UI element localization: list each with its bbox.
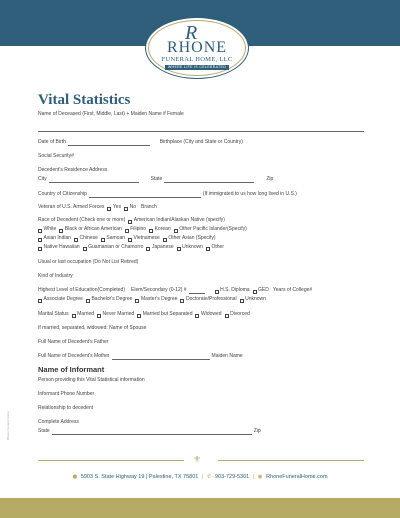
side-watermark: Rhone Funeral Home bbox=[6, 411, 10, 440]
race-label: Race of Decedent (Check one or more) bbox=[38, 217, 126, 223]
veteran-label: Veteran of U.S. Armed Forces bbox=[38, 204, 105, 210]
occupation-row bbox=[38, 259, 364, 266]
phone-icon: ✆ bbox=[206, 474, 212, 480]
race-option: Japanese bbox=[151, 244, 174, 250]
footer-band bbox=[0, 498, 400, 518]
race-checkbox[interactable] bbox=[38, 238, 42, 242]
state-zip-row bbox=[38, 428, 364, 435]
race-row-4 bbox=[38, 244, 364, 251]
industry-label: Kind of Industry bbox=[38, 273, 73, 279]
father-row bbox=[38, 339, 364, 346]
race-checkbox[interactable] bbox=[163, 238, 167, 242]
race-checkbox[interactable] bbox=[83, 247, 87, 251]
dob-row bbox=[38, 139, 364, 146]
name-row bbox=[38, 111, 364, 118]
informant-heading: Name of Informant bbox=[38, 365, 105, 374]
race-option: Unknown bbox=[182, 244, 203, 250]
veteran-yes-label: Yes bbox=[112, 204, 122, 210]
occupation-label: Usual or last occupation (Do Not List Retired) bbox=[38, 259, 139, 265]
residence-row bbox=[38, 167, 364, 174]
state-label: State bbox=[150, 176, 163, 182]
father-label: Full Name of Decedent's Father bbox=[38, 339, 109, 345]
page-title: Vital Statistics bbox=[38, 92, 131, 108]
mother-row bbox=[38, 353, 364, 360]
race-row-3 bbox=[38, 235, 364, 242]
race-checkbox[interactable] bbox=[149, 229, 153, 233]
race-option: Samoan bbox=[106, 235, 126, 241]
ged-label: GED bbox=[258, 287, 269, 293]
education-row-2 bbox=[38, 296, 364, 303]
ornament-divider bbox=[38, 456, 364, 465]
education-label: Highest Level of Education(Completed) bbox=[38, 287, 125, 293]
spouse-row bbox=[38, 325, 364, 332]
informant-state-label: State bbox=[38, 428, 50, 434]
elem-field[interactable] bbox=[189, 288, 205, 294]
education-row bbox=[38, 287, 364, 294]
residence-label: Decedent's Residence Address bbox=[38, 167, 108, 173]
marital-label: Marital Status bbox=[38, 311, 69, 317]
race-option: Native Hawaiian bbox=[43, 244, 80, 250]
citizenship-label: Country of Citizenship bbox=[38, 191, 87, 197]
veteran-no-checkbox[interactable] bbox=[124, 207, 128, 211]
race-option: Other Asian (Specify) bbox=[168, 235, 216, 241]
logo-tagline: WHERE LIFE IS CELEBRATED bbox=[165, 65, 229, 70]
fleur-icon: ⚜ bbox=[193, 455, 202, 465]
logo-subtitle: FUNERAL HOME, LLC bbox=[161, 56, 233, 64]
race-option: Filipino bbox=[130, 226, 147, 232]
providing-label: Person providing this Vital Statistical information bbox=[38, 377, 145, 383]
education-checkbox[interactable] bbox=[38, 299, 42, 303]
dob-label: Date of Birth bbox=[38, 139, 66, 145]
informant-zip-label: Zip bbox=[253, 428, 261, 434]
globe-icon: ◉ bbox=[257, 474, 263, 480]
race-checkbox[interactable] bbox=[174, 229, 178, 233]
race-checkbox[interactable] bbox=[101, 238, 105, 242]
relationship-label: Relationship to decedent bbox=[38, 405, 94, 411]
address-label: Complete Address bbox=[38, 419, 79, 425]
phone-label: Informant Phone Number bbox=[38, 391, 95, 397]
education-option: Unknown bbox=[245, 296, 266, 302]
race-option: Korean bbox=[154, 226, 171, 232]
race-option: Asian Indian bbox=[43, 235, 72, 241]
logo-script-letter: R bbox=[185, 22, 198, 44]
footer-address: 5903 S. State Highway 19 | Palestine, TX 75801 bbox=[80, 474, 199, 480]
city-field[interactable] bbox=[49, 177, 139, 183]
elem-label: Elem/Secondary (0-12) # bbox=[131, 287, 187, 293]
race-checkbox[interactable] bbox=[74, 238, 78, 242]
city-label: City bbox=[38, 176, 47, 182]
marital-row bbox=[38, 311, 364, 318]
mother-field[interactable] bbox=[112, 354, 210, 360]
race-option: Vietnamese bbox=[133, 235, 160, 241]
race-option: Other bbox=[211, 244, 225, 250]
marital-checkbox[interactable] bbox=[137, 314, 141, 318]
marital-option: Never Married bbox=[102, 311, 135, 317]
marital-option: Married but Separated bbox=[142, 311, 193, 317]
relationship-row bbox=[38, 405, 364, 412]
citizenship-row bbox=[38, 191, 364, 198]
citizenship-field[interactable] bbox=[89, 192, 201, 198]
dob-field[interactable] bbox=[68, 140, 150, 146]
hs-label: H.S. Diploma bbox=[220, 287, 250, 293]
phone-row bbox=[38, 391, 364, 398]
education-option: Associate Degree bbox=[43, 296, 83, 302]
marital-option: Married bbox=[77, 311, 95, 317]
mother-label: Full Name of Decedent's Mother bbox=[38, 353, 110, 359]
marital-checkbox[interactable] bbox=[72, 314, 76, 318]
race-amindian-label: American Indian/Alaskan Native (specify) bbox=[133, 217, 225, 223]
education-checkbox[interactable] bbox=[135, 299, 139, 303]
race-row bbox=[38, 217, 364, 224]
race-option: White bbox=[43, 226, 57, 232]
race-option: Other Pacific Islander(Specify) bbox=[179, 226, 247, 232]
race-checkbox[interactable] bbox=[38, 229, 42, 233]
race-amindian-checkbox[interactable] bbox=[128, 220, 132, 224]
state-field[interactable] bbox=[164, 177, 254, 183]
footer: ● 5903 S. State Highway 19 | Palestine, TX 75801 | ✆ 903-729-5301 | ◉ RhoneFuneralHome.com bbox=[72, 474, 328, 480]
name-label: Name of Deceased (First, Middle, Last) + Maiden Name if Female bbox=[38, 111, 184, 117]
footer-web[interactable]: RhoneFuneralHome.com bbox=[266, 474, 328, 480]
rhone-logo bbox=[148, 20, 246, 76]
race-checkbox[interactable] bbox=[59, 229, 63, 233]
immigrated-label: (If immigrated to us how long lived in U.S.) bbox=[202, 191, 297, 197]
education-option: Master's Degree bbox=[140, 296, 178, 302]
birthplace-label: Birthplace (City and State or Country) bbox=[159, 139, 243, 145]
education-checkbox[interactable] bbox=[86, 299, 90, 303]
education-option: Doctorate/Professional bbox=[185, 296, 237, 302]
ssn-label: Social Security# bbox=[38, 153, 74, 159]
maiden-label: Maiden Name bbox=[211, 353, 243, 359]
industry-row bbox=[38, 273, 364, 280]
spouse-label: If married, separated, widowed: Name of Spouse bbox=[38, 325, 147, 331]
footer-phone: 903-729-5301 bbox=[214, 474, 250, 480]
zip-label: Zip bbox=[266, 176, 274, 182]
ssn-row bbox=[38, 153, 364, 160]
marital-checkbox[interactable] bbox=[195, 314, 199, 318]
hs-checkbox[interactable] bbox=[215, 290, 219, 294]
veteran-row bbox=[38, 204, 364, 211]
informant-state-field[interactable] bbox=[52, 429, 252, 435]
name-field[interactable] bbox=[38, 131, 364, 132]
ged-checkbox[interactable] bbox=[253, 290, 257, 294]
marital-option: Widowed bbox=[200, 311, 222, 317]
race-row-2 bbox=[38, 226, 364, 233]
race-checkbox[interactable] bbox=[177, 247, 181, 251]
marital-checkbox[interactable] bbox=[97, 314, 101, 318]
race-option: Black or African American bbox=[64, 226, 122, 232]
race-option: Chinese bbox=[79, 235, 98, 241]
location-pin-icon: ● bbox=[72, 474, 78, 480]
city-row bbox=[38, 176, 364, 183]
education-option: Bachelor's Degree bbox=[91, 296, 133, 302]
race-checkbox[interactable] bbox=[125, 229, 129, 233]
marital-option: Divorced bbox=[230, 311, 250, 317]
veteran-no-label: No bbox=[129, 204, 136, 210]
logo-name: RHONE bbox=[166, 39, 228, 57]
providing-row bbox=[38, 377, 364, 384]
veteran-yes-checkbox[interactable] bbox=[107, 207, 111, 211]
branch-label: Branch bbox=[141, 204, 157, 210]
race-checkbox[interactable] bbox=[206, 247, 210, 251]
race-checkbox[interactable] bbox=[38, 247, 42, 251]
education-checkbox[interactable] bbox=[180, 299, 184, 303]
race-checkbox[interactable] bbox=[146, 247, 150, 251]
race-option: Guamanian or Chamorro bbox=[88, 244, 144, 250]
marital-checkbox[interactable] bbox=[225, 314, 229, 318]
address-row bbox=[38, 419, 364, 426]
years-label: Years of College# bbox=[272, 287, 313, 293]
education-checkbox[interactable] bbox=[240, 299, 244, 303]
race-checkbox[interactable] bbox=[128, 238, 132, 242]
